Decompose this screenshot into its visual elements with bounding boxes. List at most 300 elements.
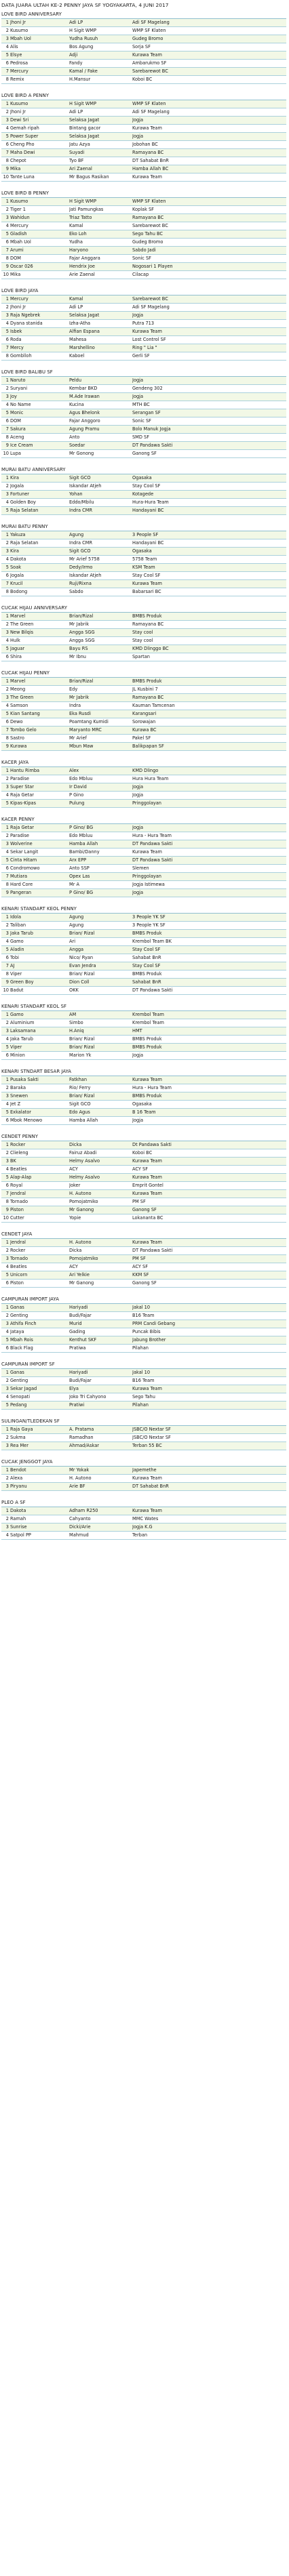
- bird-name-cell: Gomblloh: [10, 353, 32, 359]
- rank-cell: 9: [5, 1207, 9, 1212]
- table-row: [1, 377, 286, 385]
- club-cell: Putra 713: [132, 321, 155, 326]
- rank-cell: 8: [5, 735, 9, 741]
- table-row: [1, 426, 286, 434]
- rank-cell: 4: [5, 792, 9, 798]
- club-cell: MMC Wates: [132, 1516, 159, 1521]
- club-cell: Puncak Bibis: [132, 1329, 161, 1334]
- section-title: KENARI STANDART KEOL PENNY: [1, 906, 77, 912]
- club-cell: Sahabat BnR: [132, 979, 161, 985]
- club-cell: Gerli SF: [132, 353, 150, 359]
- owner-cell: Dicka: [69, 1248, 82, 1253]
- owner-cell: Indra CMR: [69, 508, 93, 513]
- club-cell: Sahabat BnR: [132, 955, 161, 960]
- owner-cell: Evan Jendra: [69, 963, 96, 968]
- rank-cell: 4: [5, 402, 9, 407]
- owner-cell: Marshellino: [69, 345, 95, 350]
- rank-cell: 2: [5, 1248, 9, 1253]
- owner-cell: Mr Jabrik: [69, 621, 90, 627]
- table-row: [1, 987, 286, 995]
- table-row: [1, 434, 286, 442]
- bird-name-cell: Exkalator: [10, 1109, 32, 1115]
- club-cell: KKM SF: [132, 1272, 149, 1277]
- owner-cell: H.Aniq: [69, 1028, 84, 1034]
- bird-name-cell: Sekar Langit: [10, 849, 39, 855]
- owner-cell: Iskandar Atjeh: [69, 573, 102, 578]
- rank-cell: 2: [5, 621, 9, 627]
- owner-cell: Rio/ Ferry: [69, 1085, 91, 1090]
- rank-cell: 5: [5, 1109, 9, 1115]
- club-cell: Ogasaka: [132, 475, 152, 481]
- owner-cell: Angga SGG: [69, 630, 95, 635]
- table-row: [1, 1117, 286, 1125]
- bird-name-cell: Isbek: [10, 329, 22, 334]
- rank-cell: 2: [5, 922, 9, 928]
- owner-cell: Pomojatmiko: [69, 1256, 98, 1261]
- rank-cell: 4: [5, 321, 9, 326]
- owner-cell: Selaksa Jagat: [69, 117, 100, 123]
- rank-cell: 5: [5, 800, 9, 806]
- owner-cell: Mahmud: [69, 1532, 89, 1538]
- table-row: [1, 206, 286, 214]
- rank-cell: 3: [5, 117, 9, 123]
- rank-cell: 6: [5, 239, 9, 245]
- table-row: [1, 507, 286, 515]
- table-row: [1, 1304, 286, 1312]
- table-row: [1, 694, 286, 702]
- bird-name-cell: Mbah Uol: [10, 36, 31, 41]
- bird-name-cell: No Name: [10, 402, 31, 407]
- owner-cell: Selaksa Jagat: [69, 134, 100, 139]
- club-cell: Pringgolayan: [132, 874, 161, 879]
- owner-cell: Brian/ Rizal: [69, 931, 95, 936]
- bird-name-cell: New Bilqis: [10, 630, 34, 635]
- bird-name-cell: Alap-Alap: [10, 1174, 32, 1180]
- club-cell: Adi SF Magelang: [132, 304, 170, 310]
- table-row: [1, 141, 286, 149]
- table-row: [1, 1101, 286, 1109]
- club-cell: DT Pandawa Sakti: [132, 1248, 173, 1253]
- table-row: [1, 930, 286, 938]
- bird-name-cell: Elsye: [10, 52, 22, 58]
- owner-cell: Yudha Rusuh: [69, 36, 98, 41]
- owner-cell: Anto: [69, 434, 80, 440]
- bird-name-cell: Maha Dewi: [10, 150, 35, 155]
- rank-cell: 6: [5, 1183, 9, 1188]
- club-cell: Sego Tahu: [132, 1394, 155, 1399]
- rank-cell: 8: [5, 353, 9, 359]
- table-row: [1, 767, 286, 775]
- bird-name-cell: DOM: [10, 418, 21, 424]
- club-cell: Jogja K.G: [132, 1524, 153, 1530]
- club-cell: Handayani BC: [132, 508, 164, 513]
- table-row: [1, 68, 286, 76]
- table-row: [1, 564, 286, 572]
- owner-cell: Ari: [69, 939, 76, 944]
- club-cell: Jakal 10: [132, 1305, 151, 1310]
- club-cell: Jogja: [132, 784, 144, 790]
- owner-cell: Edo Mbluu: [69, 776, 93, 781]
- owner-cell: Pomojatmiko: [69, 1199, 98, 1204]
- rank-cell: 6: [5, 418, 9, 424]
- section-title: CENDET PENNY: [1, 1134, 39, 1139]
- club-cell: Hura-Hura Team: [132, 499, 169, 505]
- club-cell: Pilahan: [132, 1345, 149, 1351]
- table-row: [1, 1483, 286, 1491]
- table-row: [1, 52, 286, 60]
- table-row: [1, 792, 286, 800]
- bird-name-cell: Raja Selatan: [10, 508, 39, 513]
- owner-cell: Adi LP: [69, 20, 83, 25]
- rank-cell: 1: [5, 1305, 9, 1310]
- table-row: [1, 621, 286, 629]
- club-cell: Pilahan: [132, 1402, 149, 1408]
- owner-cell: Brian/ Rizal: [69, 1093, 95, 1099]
- results-table: [1, 677, 286, 751]
- table-row: [1, 889, 286, 897]
- owner-cell: Hamba Allah: [69, 1118, 98, 1123]
- rank-cell: 5: [5, 947, 9, 952]
- rank-cell: 2: [5, 1378, 9, 1383]
- bird-name-cell: Joy: [10, 394, 17, 399]
- table-row: [1, 27, 286, 35]
- bird-name-cell: Roda: [10, 337, 22, 342]
- owner-cell: Anto SSP: [69, 865, 90, 871]
- club-cell: Handayani BC: [132, 540, 164, 546]
- club-cell: WMP SF Klaten: [132, 101, 166, 106]
- bird-name-cell: Pusaka Sakti: [10, 1077, 39, 1082]
- club-cell: Hamba Allah BC: [132, 166, 169, 171]
- results-table: [1, 197, 286, 279]
- club-cell: Ganong SF: [132, 1207, 157, 1212]
- bird-name-cell: Jendral: [10, 1191, 26, 1196]
- club-cell: Terban 55 BC: [132, 1443, 162, 1448]
- bird-name-cell: BK: [10, 1158, 16, 1164]
- owner-cell: Dicki/Arie: [69, 1524, 91, 1530]
- owner-cell: Haryono: [69, 247, 88, 253]
- owner-cell: Ari Zaenal: [69, 166, 92, 171]
- table-row: [1, 165, 286, 173]
- results-table: [1, 531, 286, 596]
- rank-cell: 3: [5, 630, 9, 635]
- table-row: [1, 117, 286, 125]
- table-row: [1, 783, 286, 792]
- bird-name-cell: Oscar 026: [10, 264, 33, 269]
- rank-cell: 9: [5, 443, 9, 448]
- owner-cell: Cahyanto: [69, 1516, 91, 1521]
- rank-cell: 2: [5, 1150, 9, 1156]
- table-row: [1, 1084, 286, 1092]
- bird-name-cell: Power Super: [10, 134, 39, 139]
- bird-name-cell: Clieleng: [10, 1150, 28, 1156]
- rank-cell: 7: [5, 247, 9, 253]
- club-cell: Jogja: [132, 312, 144, 318]
- rank-cell: 3: [5, 1443, 9, 1448]
- results-table: [1, 1238, 286, 1288]
- club-cell: Koboi BC: [132, 1150, 153, 1156]
- club-cell: B16 Team: [132, 1378, 155, 1383]
- club-cell: Kurawa Team: [132, 1077, 162, 1082]
- results-table: [1, 913, 286, 995]
- rank-cell: 7: [5, 150, 9, 155]
- owner-cell: Budi/Fajar: [69, 1378, 92, 1383]
- club-cell: Jogja: [132, 890, 144, 895]
- owner-cell: Mr Ganong: [69, 1280, 94, 1286]
- bird-name-cell: Gladish: [10, 231, 27, 237]
- rank-cell: 6: [5, 60, 9, 66]
- owner-cell: Joker: [69, 1183, 81, 1188]
- rank-cell: 10: [3, 272, 9, 277]
- bird-name-cell: Fortuner: [10, 491, 30, 497]
- bird-name-cell: Tiger 1: [10, 207, 26, 212]
- bird-name-cell: Super Star: [10, 784, 34, 790]
- rank-cell: 1: [5, 377, 9, 383]
- table-row: [1, 613, 286, 621]
- rank-cell: 6: [5, 654, 9, 659]
- bird-name-cell: Jhoni Jr: [10, 20, 26, 25]
- owner-cell: P Gino/ BG: [69, 825, 94, 830]
- bird-name-cell: Rocker: [10, 1248, 26, 1253]
- owner-cell: Triaz Tatto: [69, 215, 92, 220]
- table-row: [1, 1263, 286, 1271]
- owner-cell: Agus Bhelonk: [69, 410, 100, 415]
- table-row: [1, 1402, 286, 1410]
- rank-cell: 2: [5, 1516, 9, 1521]
- table-row: [1, 727, 286, 735]
- bird-name-cell: Black Flag: [10, 1345, 33, 1351]
- table-row: [1, 580, 286, 588]
- rank-cell: 9: [5, 166, 9, 171]
- bird-name-cell: Mbok Menowo: [10, 1118, 43, 1123]
- results-table: [1, 1368, 286, 1410]
- owner-cell: Mr Yokak: [69, 1467, 90, 1473]
- table-row: [1, 239, 286, 247]
- rank-cell: 5: [5, 508, 9, 513]
- table-row: [1, 295, 286, 304]
- owner-cell: Fajar Anggoro: [69, 418, 100, 424]
- section-title: KACER PENNY: [1, 817, 35, 822]
- owner-cell: Tyo BF: [69, 158, 84, 163]
- club-cell: SMD SF: [132, 434, 150, 440]
- owner-cell: Dion Coll: [69, 979, 90, 985]
- bird-name-cell: Kusumo: [10, 28, 28, 33]
- table-row: [1, 1247, 286, 1255]
- table-row: [1, 556, 286, 564]
- club-cell: PM SF: [132, 1256, 146, 1261]
- bird-name-cell: Green Boy: [10, 979, 34, 985]
- club-cell: Emprit Gontel: [132, 1183, 163, 1188]
- owner-cell: P Gino: [69, 792, 84, 798]
- bird-name-cell: Condromowo: [10, 865, 40, 871]
- rank-cell: 7: [5, 68, 9, 74]
- rank-cell: 4: [5, 1166, 9, 1172]
- rank-cell: 2: [5, 109, 9, 115]
- table-row: [1, 108, 286, 117]
- table-row: [1, 328, 286, 336]
- club-cell: Hura - Hura Team: [132, 1085, 172, 1090]
- rank-cell: 9: [5, 264, 9, 269]
- owner-cell: Fajar Anggara: [69, 255, 100, 261]
- club-cell: Ramayana BC: [132, 215, 164, 220]
- club-cell: BMBS Produk: [132, 678, 162, 684]
- club-cell: Kurawa Team: [132, 581, 162, 586]
- results-table: [1, 474, 286, 515]
- table-row: [1, 1214, 286, 1223]
- bird-name-cell: Remix: [10, 77, 24, 82]
- table-row: [1, 1011, 286, 1019]
- table-row: [1, 588, 286, 596]
- club-cell: Koplak SF: [132, 207, 154, 212]
- club-cell: Lokananta BC: [132, 1215, 163, 1221]
- owner-cell: Arx EPP: [69, 857, 87, 863]
- table-row: [1, 629, 286, 637]
- club-cell: Kurawa Team: [132, 1386, 162, 1391]
- rank-cell: 5: [5, 1174, 9, 1180]
- owner-cell: H.Mansur: [69, 77, 91, 82]
- rank-cell: 2: [5, 1313, 9, 1318]
- bird-name-cell: Jaka Tarub: [10, 1036, 33, 1042]
- table-row: [1, 125, 286, 133]
- rank-cell: 5: [5, 1044, 9, 1050]
- table-row: [1, 1524, 286, 1532]
- section-title: LOVE BIRD B PENNY: [1, 190, 49, 196]
- bird-name-cell: Sunrise: [10, 1524, 27, 1530]
- owner-cell: Opex Las: [69, 874, 90, 879]
- bird-name-cell: Viper: [10, 971, 22, 977]
- table-row: [1, 954, 286, 962]
- club-cell: BMBS Produk: [132, 1093, 162, 1099]
- club-cell: Kurawa Team: [132, 849, 162, 855]
- bird-name-cell: Alis: [10, 44, 18, 49]
- rank-cell: 2: [5, 386, 9, 391]
- club-cell: Ganong SF: [132, 1280, 157, 1286]
- rank-cell: 4: [5, 939, 9, 944]
- table-row: [1, 1434, 286, 1442]
- owner-cell: Ruji/Rixna: [69, 581, 92, 586]
- owner-cell: Bintang gacor: [69, 125, 101, 131]
- owner-cell: Kamal: [69, 223, 83, 228]
- rank-cell: 5: [5, 711, 9, 716]
- club-cell: Babarsari BC: [132, 589, 161, 594]
- section-title: KENARI STNDART BESAR JAYA: [1, 1069, 72, 1074]
- rank-cell: 6: [5, 1345, 9, 1351]
- rank-cell: 6: [5, 719, 9, 724]
- table-row: [1, 393, 286, 401]
- section-title: CENDET JAYA: [1, 1231, 33, 1237]
- owner-cell: Jati Pamungkas: [69, 207, 104, 212]
- table-row: [1, 914, 286, 922]
- owner-cell: Brian/ Rizal: [69, 1044, 95, 1050]
- club-cell: JSBC/O Nextar SF: [132, 1435, 171, 1440]
- club-cell: Kotagede: [132, 491, 154, 497]
- club-cell: DT Sahabat BnR: [132, 1484, 169, 1489]
- rank-cell: 3: [5, 394, 9, 399]
- rank-cell: 6: [5, 1280, 9, 1286]
- bird-name-cell: Genting: [10, 1378, 28, 1383]
- club-cell: Jogja: [132, 1118, 144, 1123]
- rank-cell: 4: [5, 1329, 9, 1334]
- club-cell: Jogja: [132, 1052, 144, 1058]
- table-row: [1, 962, 286, 970]
- rank-cell: 1: [5, 1508, 9, 1513]
- table-row: [1, 1271, 286, 1280]
- owner-cell: Elya: [69, 1386, 79, 1391]
- results-table: [1, 100, 286, 182]
- section-title: LOVE BIRD ANNIVERSARY: [1, 12, 62, 17]
- bird-name-cell: Tombo Gelo: [10, 727, 37, 733]
- owner-cell: Adi LP: [69, 109, 83, 115]
- owner-cell: Mr Arief 5758: [69, 556, 100, 562]
- owner-cell: Helmy Asalvo: [69, 1158, 100, 1164]
- bird-name-cell: Mika: [10, 166, 21, 171]
- table-row: [1, 938, 286, 946]
- rank-cell: 2: [5, 1020, 9, 1025]
- rank-cell: 7: [5, 1191, 9, 1196]
- table-row: [1, 312, 286, 320]
- table-row: [1, 1092, 286, 1101]
- table-row: [1, 214, 286, 222]
- table-row: [1, 840, 286, 849]
- bird-name-cell: Krucil: [10, 581, 23, 586]
- club-cell: Sabdo Jadi: [132, 247, 156, 253]
- club-cell: Kurawa Team: [132, 1191, 162, 1196]
- owner-cell: Fatkhan: [69, 1077, 88, 1082]
- owner-cell: Joko Tri Cahyono: [69, 1394, 107, 1399]
- owner-cell: Marion Yk: [69, 1052, 92, 1058]
- owner-cell: Simbo: [69, 1020, 83, 1025]
- table-row: [1, 19, 286, 27]
- rank-cell: 7: [5, 345, 9, 350]
- bird-name-cell: Sakura: [10, 426, 26, 432]
- table-row: [1, 1149, 286, 1158]
- rank-cell: 6: [5, 865, 9, 871]
- table-row: [1, 735, 286, 743]
- bird-name-cell: The Green: [10, 695, 34, 700]
- bird-name-cell: Idola: [10, 914, 22, 920]
- owner-cell: Helmy Asalvo: [69, 1174, 100, 1180]
- bird-name-cell: Sastro: [10, 735, 24, 741]
- owner-cell: Pratiwi: [69, 1402, 85, 1408]
- table-row: [1, 1190, 286, 1198]
- owner-cell: Edo Agus: [69, 1109, 90, 1115]
- bird-name-cell: Suryani: [10, 386, 28, 391]
- owner-cell: Dedy/Irmo: [69, 565, 93, 570]
- owner-cell: Hariyadi: [69, 1370, 88, 1375]
- owner-cell: Ari Yelkie: [69, 1272, 90, 1277]
- owner-cell: Adham R250: [69, 1508, 98, 1513]
- bird-name-cell: Beatles: [10, 1264, 27, 1269]
- rank-cell: 3: [5, 1093, 9, 1099]
- results-table: [1, 823, 286, 897]
- club-cell: Ramayana BC: [132, 695, 164, 700]
- bird-name-cell: Samson: [10, 703, 28, 708]
- table-row: [1, 76, 286, 84]
- club-cell: WMP SF Klaten: [132, 199, 166, 204]
- table-row: [1, 849, 286, 857]
- club-cell: 3 People SF: [132, 532, 159, 537]
- club-cell: Jakal 10: [132, 1370, 151, 1375]
- club-cell: Pringgolayan: [132, 800, 161, 806]
- club-cell: Jogja Istimewa: [132, 882, 165, 887]
- bird-name-cell: Kusumo: [10, 199, 28, 204]
- rank-cell: 3: [5, 36, 9, 41]
- bird-name-cell: Piston: [10, 1280, 24, 1286]
- rank-cell: 1: [5, 613, 9, 619]
- owner-cell: Bayu RS: [69, 646, 88, 651]
- club-cell: Sorowajan: [132, 719, 156, 724]
- bird-name-cell: Kurawa: [10, 743, 27, 749]
- rank-cell: 1: [5, 1467, 9, 1473]
